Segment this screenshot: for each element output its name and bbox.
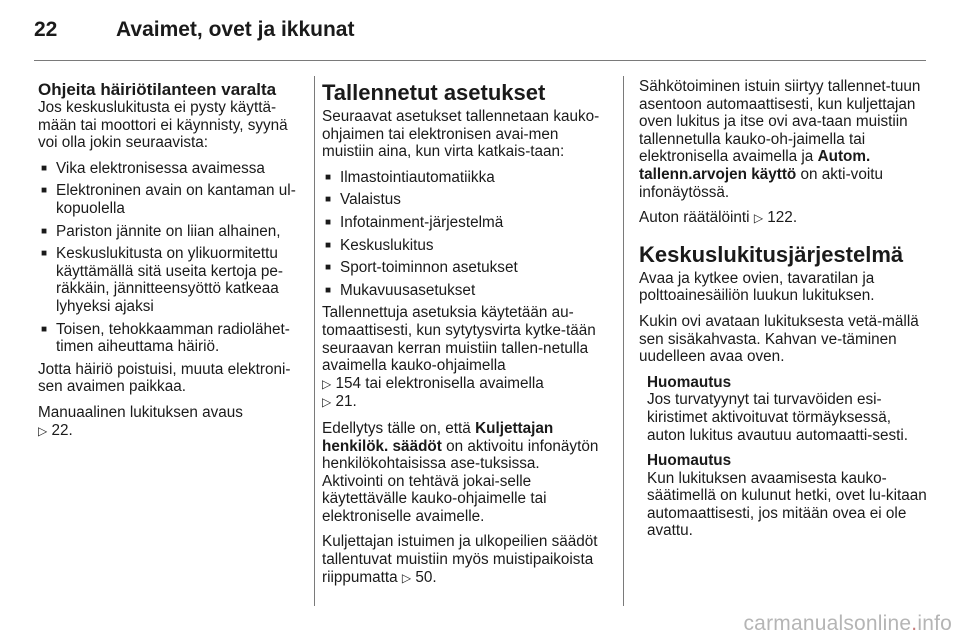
paragraph: Avaa ja kytkee ovien, tavaratilan ja polttoainesäiliön luukun lukituksen. (639, 269, 875, 305)
menu-setting-name: Autom. tallenn.arvojen käyttö (639, 148, 871, 183)
column-3 (639, 78, 929, 548)
watermark: carmanualsonline.info (743, 612, 952, 635)
page-ref-arrow-icon: ▷ (38, 423, 48, 438)
list-item: ■ Elektroninen avain on kantaman ul-kopuolella (38, 182, 306, 217)
page-ref-arrow-icon: ▷ (753, 211, 764, 226)
note-block (639, 374, 929, 444)
paragraph: Sähkötoiminen istuin siirtyy tallennet-tuun asentoon automaattisesti, kun kuljettajan oven lukitus ja itse ovi ava-taan muistiin tallennetulla kauko-oh-jaimella tai elektronisella avaimella ja Autom. tallenn.arvojen käyttö on akti-voitu infonäytössä. (639, 78, 921, 201)
list-item: ■ Mukavuusasetukset (322, 282, 604, 300)
list-item: ■ Infotainment-järjestelmä (322, 214, 604, 232)
note-text: Kun lukituksen avaamisesta kauko-säätimellä on kulunut hetki, ovet lu-kitaan automaattisesti, jos mitään ovea ei ole avattu. (647, 469, 927, 540)
page-ref-link[interactable]: 50. (415, 568, 437, 586)
note-title: Huomautus (647, 373, 732, 391)
page-ref-link[interactable]: 21. (335, 393, 357, 411)
paragraph: Tallennettuja asetuksia käytetään au-tomaattisesti, kun sytytysvirta kytke-tään seuraavan kerran muistiin tallen-netulla avaimella kauko-ohjaimella ▷ 154 tai elektronisella avaimella ▷ 21. (322, 304, 596, 411)
page-ref-arrow-icon: ▷ (322, 376, 332, 391)
list-item: ■ Toisen, tehokkaamman radiolähet-timen aiheuttama häiriö. (38, 321, 306, 356)
list-item: ■ Ilmastointiautomatiikka (322, 169, 604, 187)
list-item: ■ Valaistus (322, 191, 604, 209)
page-ref-link[interactable]: 22. (51, 421, 73, 439)
note-title: Huomautus (647, 452, 732, 470)
header-divider (34, 60, 926, 61)
paragraph: Jotta häiriö poistuisi, muuta elektroni-sen avaimen paikkaa. (38, 360, 291, 396)
page-number: 22 (34, 18, 58, 41)
page-header (34, 18, 354, 52)
paragraph: Seuraavat asetukset tallennetaan kauko-ohjaimen tai elektronisen avai-men muistiin aina, kun virta katkais-taan: (322, 108, 600, 161)
list-item: ■ Keskuslukitus (322, 237, 604, 255)
list-item: ■ Keskuslukitusta on ylikuormitettu käyttämällä sitä useita kertoja pe-räkkäin, jännitteensyöttö katkeaa lyhyeksi ajaksi (38, 245, 306, 315)
bullet-list (322, 169, 604, 300)
paragraph: Kuljettajan istuimen ja ulkopeilien säädöt tallentuvat muistiin myös muistipaikoista riippumatta ▷ 50. (322, 533, 598, 586)
paragraph: Manuaalinen lukituksen avaus ▷ 22. (38, 403, 243, 439)
column-1 (38, 80, 306, 448)
page-ref-arrow-icon: ▷ (322, 395, 332, 410)
page-ref-link[interactable]: 122. (767, 209, 798, 227)
list-item: ■ Sport-toiminnon asetukset (322, 259, 604, 277)
paragraph: Kukin ovi avataan lukituksesta vetä-mällä sen sisäkahvasta. Kahvan ve-täminen uudelleen avaa oven. (639, 312, 919, 366)
paragraph: Jos keskuslukitusta ei pysty käyttä-mään tai moottori ei käynnisty, syynä voi olla jokin seuraavista: (38, 99, 288, 152)
list-item: ■ Vika elektronisessa avaimessa (38, 160, 306, 178)
page-title: Avaimet, ovet ja ikkunat (116, 18, 355, 41)
column-divider-2 (623, 76, 624, 606)
menu-setting-name: Kuljettajan henkilök. säädöt (322, 419, 554, 455)
paragraph: Edellytys tälle on, että Kuljettajan henkilök. säädöt on aktivoitu infonäytön henkilökohtaisissa ase-tuksissa. Aktivointi on tehtävä jokai-selle käytettävälle kauko-ohjaimelle tai elektroniselle avaimelle. (322, 419, 599, 525)
note-block (639, 452, 929, 540)
section-heading-saved-settings: Tallennetut asetukset (322, 80, 546, 105)
list-item: ■ Pariston jännite on liian alhainen, (38, 223, 306, 241)
section-heading-troubleshooting: Ohjeita häiriötilanteen varalta (38, 80, 277, 99)
page-ref-arrow-icon: ▷ (401, 570, 412, 585)
page-ref-link[interactable]: 154 tai elektronisella avaimella (335, 374, 544, 392)
column-2 (322, 80, 604, 595)
bullet-list (38, 160, 306, 356)
column-divider-1 (314, 76, 315, 606)
paragraph: Auton räätälöinti ▷ 122. (639, 209, 798, 227)
section-heading-central-locking: Keskuslukitusjärjestelmä (639, 241, 904, 267)
note-text: Jos turvatyynyt tai turvavöiden esi-kiristimet aktivoituvat törmäyksessä, auton lukitus avautuu automaatti-sesti. (647, 391, 909, 444)
